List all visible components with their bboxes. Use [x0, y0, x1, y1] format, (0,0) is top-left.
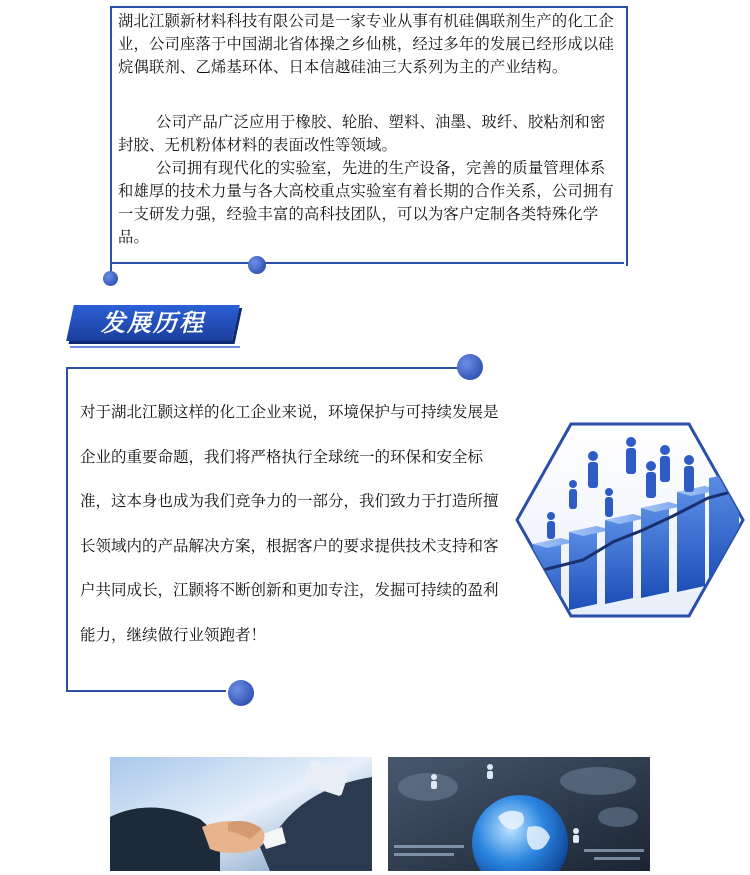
- intro-paragraph-3: 公司拥有现代化的实验室，先进的生产设备，完善的质量管理体系和雄厚的技术力量与各大高校重点实验室有着长期的合作关系，公司拥有一支研发力强，经验丰富的高科技团队，可以为客户定制各类特殊化学品。: [118, 159, 614, 246]
- globe-icon: [388, 757, 650, 871]
- history-frame-top-line: [66, 367, 466, 369]
- history-paragraph: 对于湖北江颢这样的化工企业来说，环境保护与可持续发展是企业的重要命题，我们将严格执行全球统一的环保和安全标准，这本身也成为我们竞争力的一部分，我们致力于打造所擅长领域内的产品解决方案，根据客户的要求提供技术支持和客户共同成长，江颢将不断创新和更加专注，发掘可持续的盈利能力，继续做行业领跑者！: [80, 403, 499, 644]
- history-frame-bottom-line: [66, 690, 226, 692]
- section-banner-underline: [70, 346, 240, 348]
- decorative-dot: [228, 680, 254, 706]
- intro-paragraph-1: 湖北江颢新材料科技有限公司是一家专业从事有机硅偶联剂生产的化工企业，公司座落于中国湖北省体操之乡仙桃，经过多年的发展已经形成以硅烷偶联剂、乙烯基环体、日本信越硅油三大系列为主的产业结构。: [118, 12, 614, 76]
- history-frame-left-line: [66, 367, 68, 692]
- decorative-dot: [457, 354, 483, 380]
- business-growth-illustration: [513, 420, 747, 620]
- decorative-dot: [248, 256, 266, 274]
- section-title: 发展历程: [101, 309, 205, 337]
- decorative-dot: [103, 271, 118, 286]
- handshake-icon: [110, 757, 372, 871]
- intro-paragraph-2: 公司产品广泛应用于橡胶、轮胎、塑料、油墨、玻纤、胶粘剂和密封胶、无机粉体材料的表面改性等领域。: [118, 113, 606, 154]
- hexagon-chart-icon: [513, 420, 747, 620]
- intro-frame-bottom-line: [112, 262, 624, 264]
- handshake-photo: [110, 757, 372, 871]
- digital-globe-photo: [388, 757, 650, 871]
